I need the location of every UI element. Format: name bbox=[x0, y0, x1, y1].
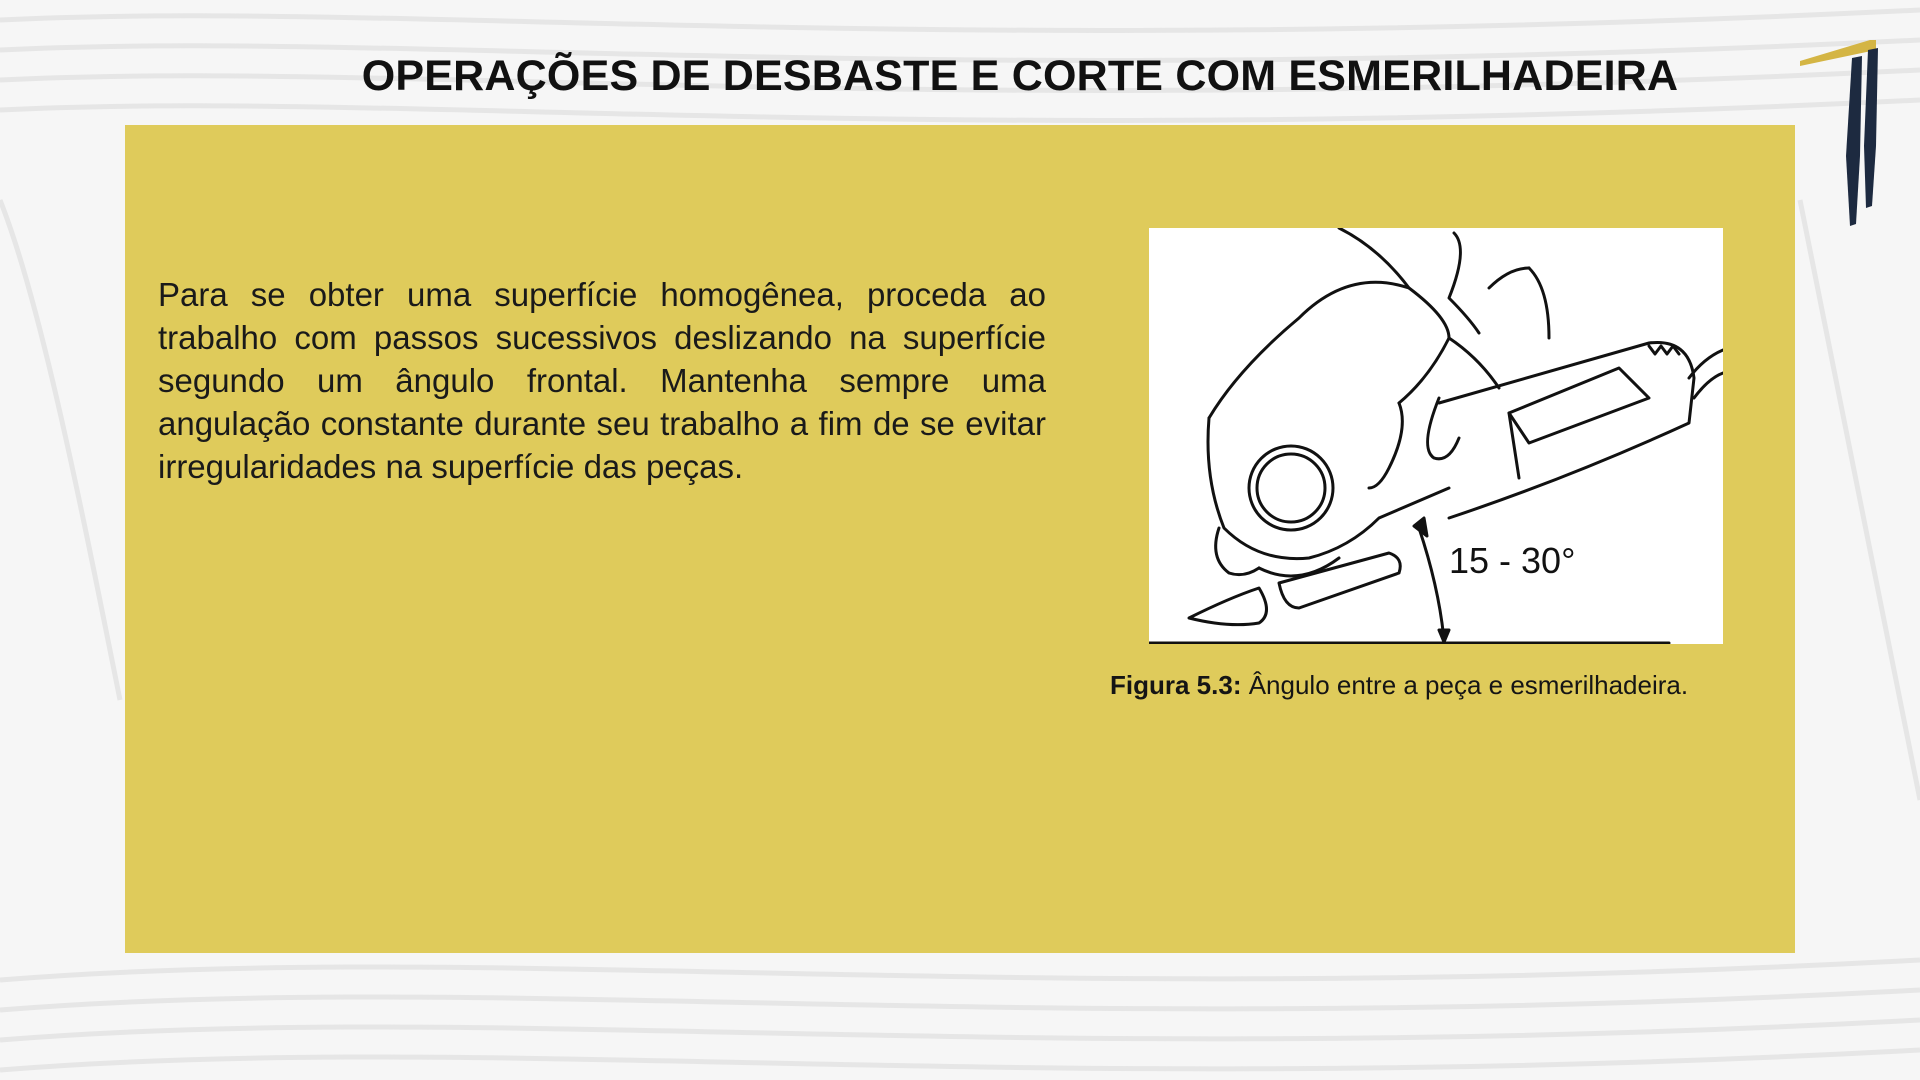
figure-caption bbox=[1110, 670, 1760, 701]
angle-label: 15 - 30° bbox=[1449, 540, 1576, 581]
slide-title: OPERAÇÕES DE DESBASTE E CORTE COM ESMERILHADEIRA bbox=[361, 52, 1679, 100]
brand-logo bbox=[1790, 36, 1890, 226]
content-panel bbox=[125, 125, 1795, 953]
figure-caption-label: Figura 5.3: bbox=[1110, 670, 1242, 700]
figure-image bbox=[1149, 228, 1723, 644]
figure-caption-text: Ângulo entre a peça e esmerilhadeira. bbox=[1241, 670, 1689, 700]
body-paragraph: Para se obter uma superfície homogênea, proceda ao trabalho com passos sucessivos deslizando na superfície segundo um ângulo frontal. Mantenha sempre uma angulação constante durante seu trabalho a fim de se evitar irregularidades na superfície das peças. bbox=[158, 276, 1046, 485]
grinder-illustration bbox=[1149, 228, 1723, 644]
